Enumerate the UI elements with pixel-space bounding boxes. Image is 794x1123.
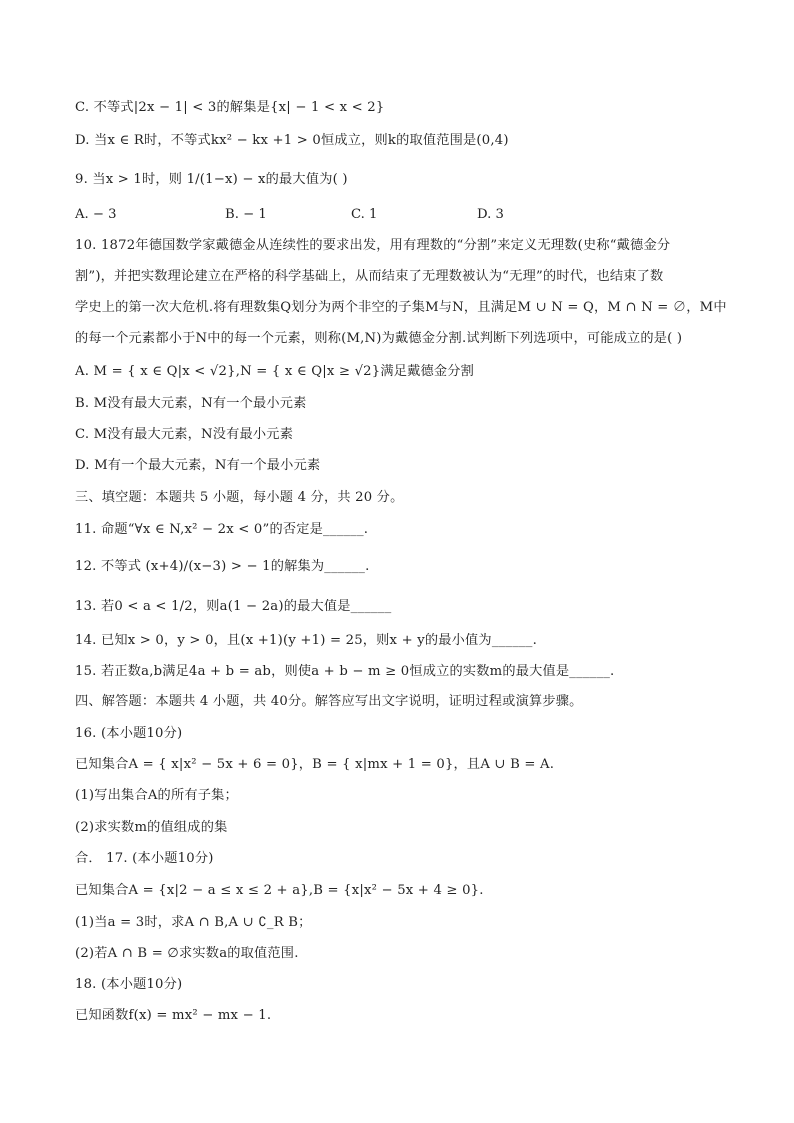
question-14: 14. 已知x > 0，y > 0，且(x +1)(y +1) = 25，则x + y的最小值为______. [75,633,537,648]
q10-option-d: D. M有一个最大元素，N有一个最小元素 [75,458,321,473]
q8-option-d: D. 当x ∈ R时，不等式kx² − kx +1 > 0恒成立，则k的取值范围是(0,4) [75,133,509,148]
question-17-part-1: (1)当a = 3时，求A ∩ B,A ∪ ∁_R B； [75,915,312,930]
question-17-header: 合． 17. (本小题10分) [75,851,214,866]
question-15: 15. 若正数a,b满足4a + b = ab，则使a + b − m ≥ 0恒成立的实数m的最大值是______. [75,664,615,679]
question-13: 13. 若0 < a < 1/2，则a(1 − 2a)的最大值是______ [75,599,392,614]
section-3-heading: 三、填空题：本题共 5 小题，每小题 4 分，共 20 分。 [75,490,404,505]
section-4-heading: 四、解答题：本题共 4 小题，共 40分。解答应写出文字说明，证明过程或演算步骤。 [75,694,583,709]
question-12: 12. 不等式 (x+4)/(x−3) > − 1的解集为______. [75,559,370,574]
q9-option-c: C. 1 [351,207,378,222]
question-10-line-2: 割”)，并把实数理论建立在严格的科学基础上，从而结束了无理数被认为“无理”的时代，也结束了数 [75,269,664,284]
question-11: 11. 命题“∀x ∈ N,x² − 2x < 0”的否定是______. [75,522,369,537]
question-18-header: 18. (本小题10分) [75,977,183,992]
question-17-part-2: (2)若A ∩ B = ∅求实数a的取值范围. [75,946,299,961]
question-9: 9. 当x > 1时，则 1/(1−x) − x的最大值为( ) [75,172,348,187]
question-16-part-1: (1)写出集合A的所有子集； [75,788,238,803]
q9-option-d: D. 3 [477,207,504,222]
question-16-part-2: (2)求实数m的值组成的集 [75,820,228,835]
question-17-stem: 已知集合A = {x|2 − a ≤ x ≤ 2 + a},B = {x|x² − 5x + 4 ≥ 0}. [75,883,484,898]
question-10-line-4: 的每一个元素都小于N中的每一个元素，则称(M,N)为戴德金分割.试判断下列选项中，可能成立的是( ) [75,331,683,346]
q9-option-a: A. − 3 [75,207,117,222]
q10-option-c: C. M没有最大元素，N没有最小元素 [75,427,294,442]
question-10-line-3: 学史上的第一次大危机.将有理数集Q划分为两个非空的子集M与N，且满足M ∪ N = Q，M ∩ N = ∅，M中 [75,300,727,315]
q10-option-a: A. M = { x ∈ Q|x < √2},N = { x ∈ Q|x ≥ √2}满足戴德金分割 [75,364,475,379]
question-18-stem: 已知函数f(x) = mx² − mx − 1. [75,1008,272,1023]
question-10-line-1: 10. 1872年德国数学家戴德金从连续性的要求出发，用有理数的“分割”来定义无理数(史称“戴德金分 [75,238,671,253]
question-16-header: 16. (本小题10分) [75,726,183,741]
q8-option-c: C. 不等式|2x − 1| < 3的解集是{x| − 1 < x < 2} [75,100,385,115]
q10-option-b: B. M没有最大元素，N有一个最小元素 [75,396,307,411]
q9-option-b: B. − 1 [225,207,267,222]
question-16-stem: 已知集合A = { x|x² − 5x + 6 = 0}，B = { x|mx + 1 = 0}，且A ∪ B = A. [75,757,555,772]
